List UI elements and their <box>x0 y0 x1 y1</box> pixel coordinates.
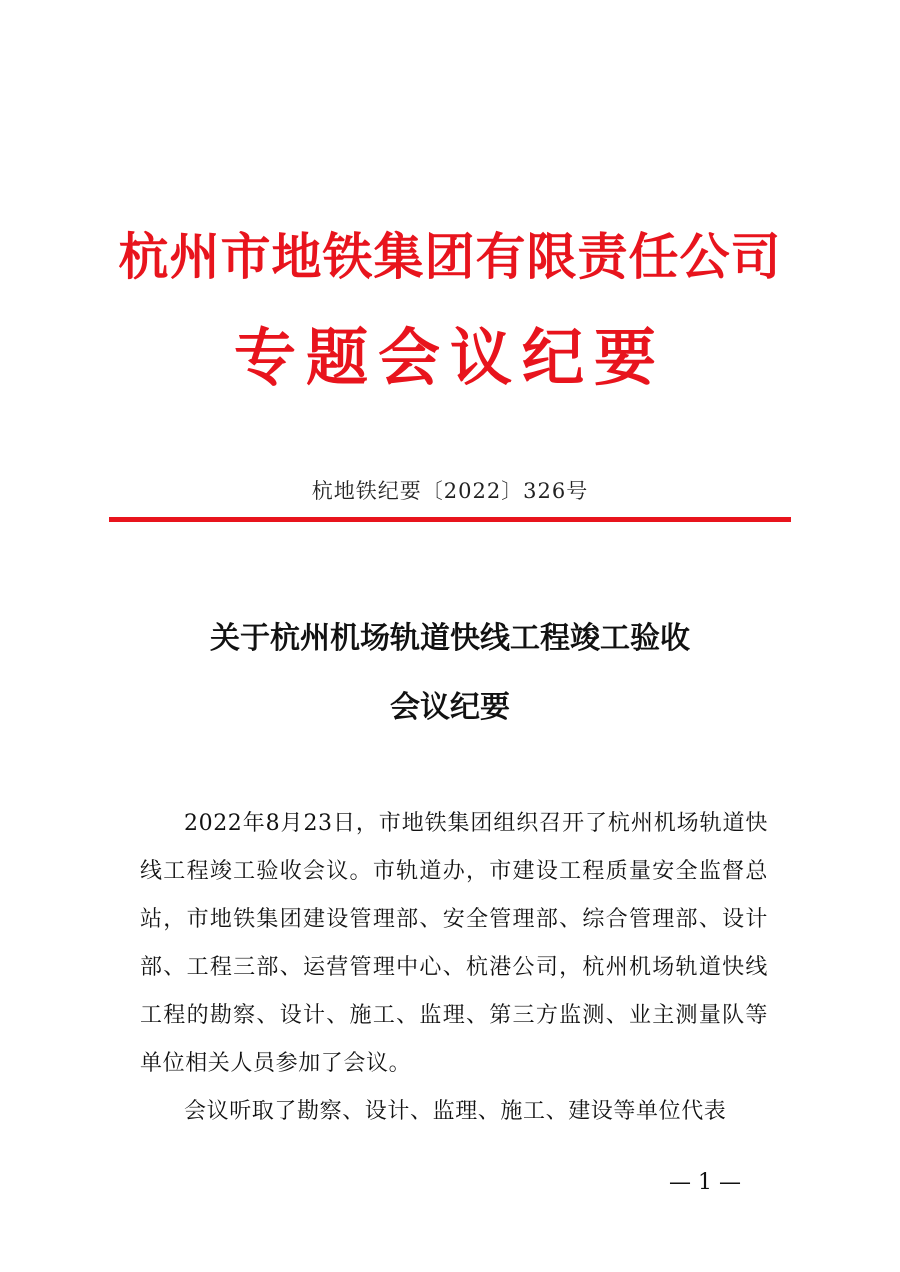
page-number: — 1 — <box>669 1170 741 1195</box>
title-line-1: 关于杭州机场轨道快线工程竣工验收 <box>210 621 690 656</box>
red-divider-line <box>109 517 791 522</box>
body-paragraph: 会议听取了勘察、设计、监理、施工、建设等单位代表 <box>184 1099 727 1124</box>
organization-name: 杭州市地铁集团有限责任公司 <box>118 227 782 286</box>
document-number: 杭地铁纪要〔2022〕326号 <box>311 479 589 503</box>
body-paragraph: 2022年8月23日，市地铁集团组织召开了杭州机场轨道快线工程竣工验收会议。市轨道办，市建设工程质量安全监督总站，市地铁集团建设管理部、安全管理部、综合管理部、设计部、工程三部、运营管理中心、杭港公司，杭州机场轨道快线工程的勘察、设计、施工、监理、第三方监测、业主测量队等单位相关人员参加了会议。 <box>140 811 768 1076</box>
document-type-heading: 专题会议纪要 <box>233 321 666 394</box>
body-text <box>140 800 768 1136</box>
title-line-2: 会议纪要 <box>390 690 510 725</box>
